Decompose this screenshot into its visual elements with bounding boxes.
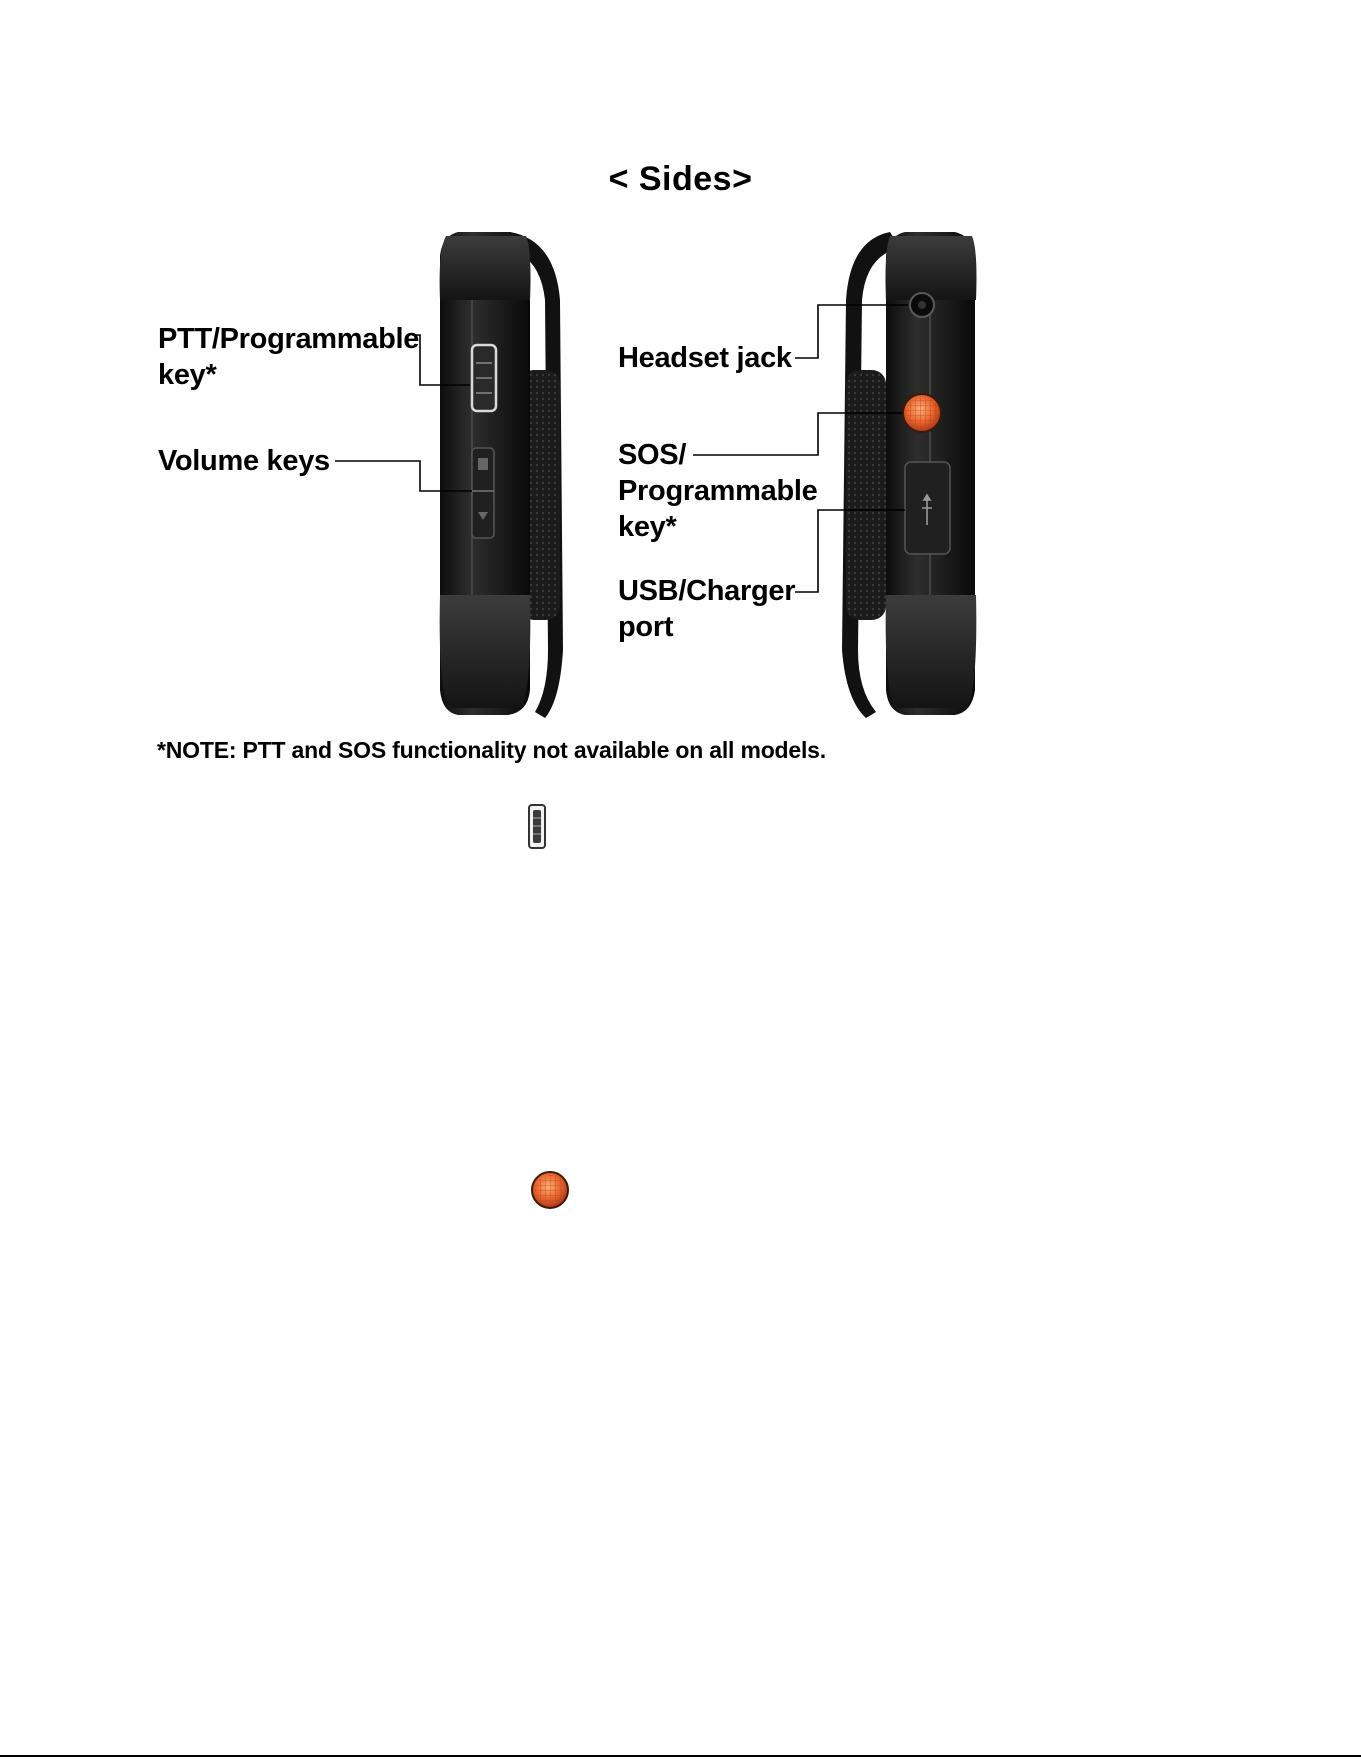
ptt-label-line2: key* <box>158 359 217 391</box>
ptt-label-line1: PTT/Programmable <box>158 323 420 355</box>
footer-rule <box>0 1755 1361 1757</box>
usb-label-line1: USB/Charger <box>618 575 796 607</box>
availability-note: *NOTE: PTT and SOS functionality not available on all models. <box>157 737 826 763</box>
sos-key-icon <box>532 1172 568 1208</box>
sos-label-line2: Programmable <box>618 475 818 507</box>
ptt-key-icon <box>529 805 545 848</box>
headset-jack-label: Headset jack <box>618 342 792 374</box>
left-side-phone <box>440 232 563 718</box>
sos-label-line1: SOS/ <box>618 439 687 471</box>
volume-keys-label: Volume keys <box>158 445 330 477</box>
sides-heading: < Sides> <box>608 160 753 198</box>
sos-label <box>618 437 817 545</box>
sos-label-line3: key* <box>618 511 677 543</box>
ptt-label <box>158 321 419 393</box>
usb-label-line2: port <box>618 611 674 643</box>
usb-charger-label <box>618 573 795 645</box>
